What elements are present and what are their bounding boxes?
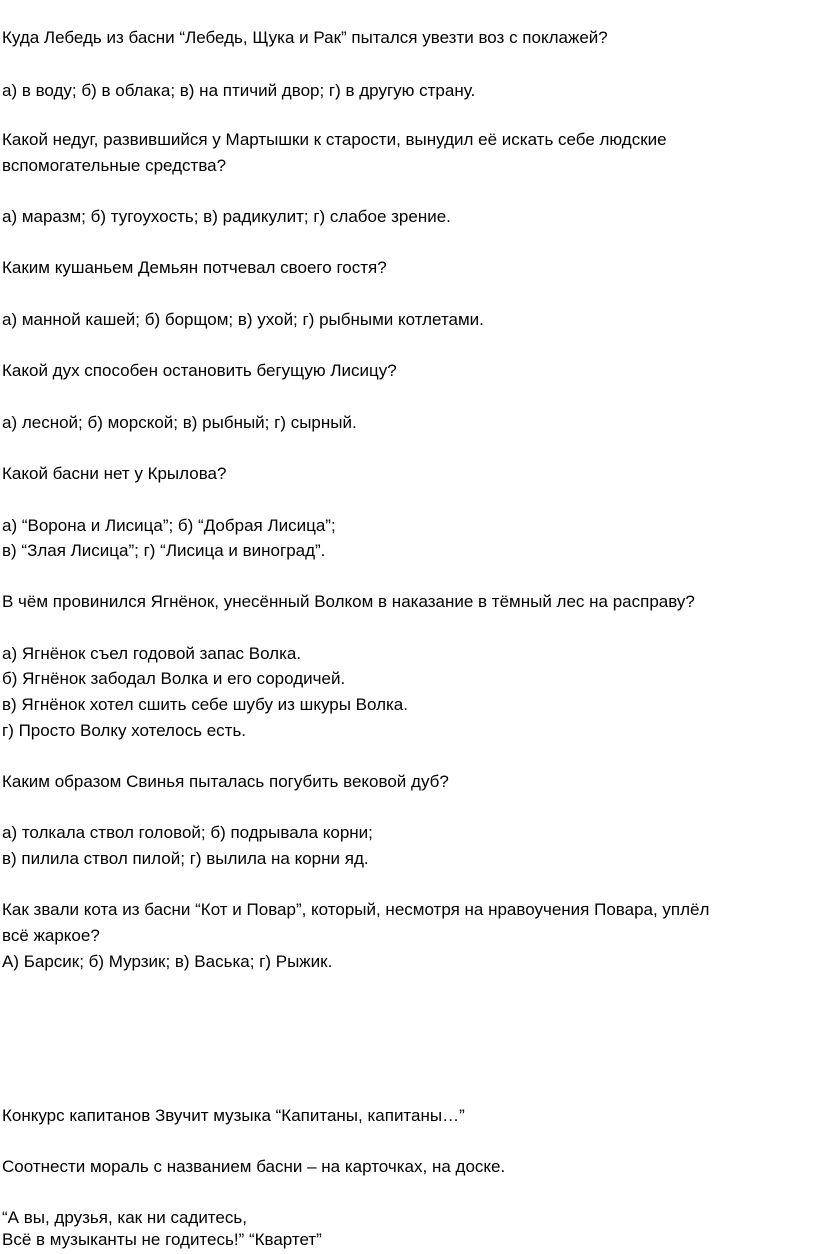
question-2-answers: а) маразм; б) тугоухость; в) радикулит; г) слабое зрение. bbox=[2, 207, 451, 226]
question-2-text-line-1: Какой недуг, развившийся у Мартышки к старости, вынудил её искать себе людские bbox=[2, 130, 667, 149]
question-4-text: Какой дух способен остановить бегущую Лисицу? bbox=[2, 361, 397, 380]
question-8-text-line-1: Как звали кота из басни “Кот и Повар”, который, несмотря на нравоучения Повара, уплёл bbox=[2, 900, 710, 919]
question-6-text: В чём провинился Ягнёнок, унесённый Волком в наказание в тёмный лес на расправу? bbox=[2, 592, 695, 611]
question-6-answer-c: в) Ягнёнок хотел сшить себе шубу из шкуры Волка. bbox=[2, 695, 408, 714]
question-7-answers-line-2: в) пилила ствол пилой; г) вылила на корни яд. bbox=[2, 849, 369, 868]
question-6-answer-a: а) Ягнёнок съел годовой запас Волка. bbox=[2, 644, 302, 663]
question-7-text: Каким образом Свинья пыталась погубить вековой дуб? bbox=[2, 772, 449, 791]
question-1-answers: а) в воду; б) в облака; в) на птичий двор; г) в другую страну. bbox=[2, 81, 476, 100]
contest-quote-line-2: Всё в музыканты не годитесь!” “Квартет” bbox=[2, 1230, 322, 1249]
contest-quote-line-1: “А вы, друзья, как ни садитесь, bbox=[2, 1208, 247, 1227]
question-8-text-line-2: всё жаркое? bbox=[2, 926, 100, 945]
question-6-answer-d: г) Просто Волку хотелось есть. bbox=[2, 721, 247, 740]
question-5-answers-line-2: в) “Злая Лисица”; г) “Лисица и виноград”. bbox=[2, 541, 326, 560]
question-3-text: Каким кушаньем Демьян потчевал своего гостя? bbox=[2, 258, 387, 277]
question-2-text-line-2: вспомогательные средства? bbox=[2, 156, 227, 175]
question-3-answers: а) манной кашей; б) борщом; в) ухой; г) рыбными котлетами. bbox=[2, 310, 484, 329]
question-1-text: Куда Лебедь из басни “Лебедь, Щука и Рак” пытался увезти воз с поклажей? bbox=[2, 28, 608, 47]
question-5-answers-line-1: а) “Ворона и Лисица”; б) “Добрая Лисица”; bbox=[2, 516, 336, 535]
question-5-text: Какой басни нет у Крылова? bbox=[2, 464, 227, 483]
question-6-answer-b: б) Ягнёнок забодал Волка и его сородичей. bbox=[2, 669, 346, 688]
contest-title: Конкурс капитанов Звучит музыка “Капитаны, капитаны…” bbox=[2, 1106, 465, 1125]
question-8-answers: А) Барсик; б) Мурзик; в) Васька; г) Рыжик. bbox=[2, 952, 333, 971]
contest-instruction: Соотнести мораль с названием басни – на карточках, на доске. bbox=[2, 1157, 506, 1176]
question-4-answers: а) лесной; б) морской; в) рыбный; г) сырный. bbox=[2, 413, 357, 432]
question-7-answers-line-1: а) толкала ствол головой; б) подрывала корни; bbox=[2, 823, 373, 842]
